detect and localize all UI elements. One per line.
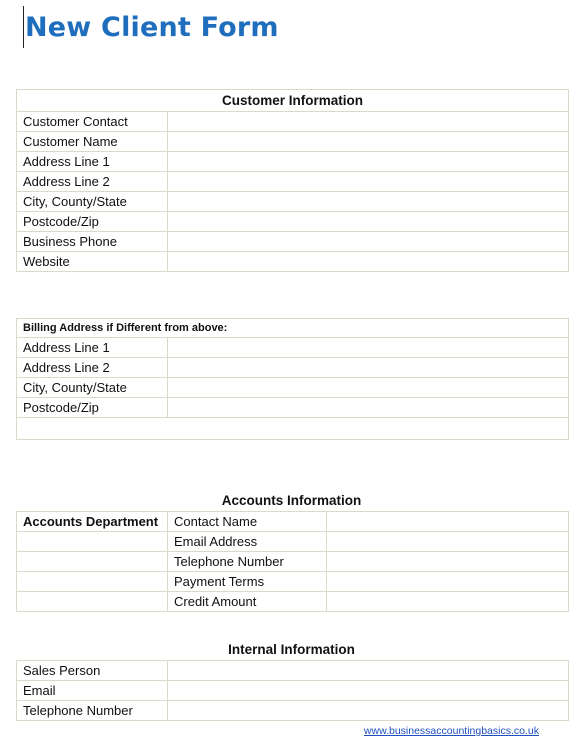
table-row	[17, 572, 569, 592]
accounts-information-table	[16, 511, 569, 612]
address-line-1-input[interactable]	[168, 152, 569, 172]
table-row	[17, 398, 569, 418]
field-label: Website	[17, 252, 168, 272]
table-row	[17, 592, 569, 612]
table-row	[17, 232, 569, 252]
table-row	[17, 418, 569, 440]
contact-name-input[interactable]	[327, 512, 569, 532]
billing-address-table	[16, 318, 569, 440]
table-row	[17, 132, 569, 152]
customer-contact-input[interactable]	[168, 112, 569, 132]
website-input[interactable]	[168, 252, 569, 272]
billing-address-line-2-input[interactable]	[168, 358, 569, 378]
table-row	[17, 378, 569, 398]
customer-information-table	[16, 89, 569, 272]
field-label: Credit Amount	[168, 592, 327, 612]
accounts-department-label: Accounts Department	[17, 512, 168, 532]
city-county-state-input[interactable]	[168, 192, 569, 212]
field-label: Sales Person	[17, 661, 168, 681]
table-row	[17, 112, 569, 132]
billing-extra-input[interactable]	[17, 418, 569, 440]
billing-city-county-state-input[interactable]	[168, 378, 569, 398]
table-row	[17, 701, 569, 721]
table-row	[17, 212, 569, 232]
postcode-zip-input[interactable]	[168, 212, 569, 232]
website-link[interactable]: www.businessaccountingbasics.co.uk	[363, 725, 539, 737]
accounts-information-header: Accounts Information	[221, 493, 362, 508]
billing-address-line-1-input[interactable]	[168, 338, 569, 358]
table-row	[17, 512, 569, 532]
table-row	[17, 152, 569, 172]
table-header-row	[17, 90, 569, 112]
table-row	[17, 681, 569, 701]
customer-information-header: Customer Information	[17, 90, 569, 112]
table-row	[17, 192, 569, 212]
field-label: Telephone Number	[17, 701, 168, 721]
field-label: Postcode/Zip	[17, 212, 168, 232]
field-label: Customer Name	[17, 132, 168, 152]
text-cursor	[23, 6, 24, 48]
sales-person-input[interactable]	[168, 661, 569, 681]
field-label: Contact Name	[168, 512, 327, 532]
address-line-2-input[interactable]	[168, 172, 569, 192]
internal-telephone-number-input[interactable]	[168, 701, 569, 721]
empty-cell	[17, 572, 168, 592]
table-row	[17, 552, 569, 572]
field-label: Email	[17, 681, 168, 701]
table-row	[17, 532, 569, 552]
internal-email-input[interactable]	[168, 681, 569, 701]
internal-information-header: Internal Information	[228, 642, 355, 657]
field-label: Business Phone	[17, 232, 168, 252]
business-phone-input[interactable]	[168, 232, 569, 252]
credit-amount-input[interactable]	[327, 592, 569, 612]
field-label: City, County/State	[17, 192, 168, 212]
internal-information-table	[16, 660, 569, 721]
field-label: City, County/State	[17, 378, 168, 398]
field-label: Payment Terms	[168, 572, 327, 592]
billing-postcode-zip-input[interactable]	[168, 398, 569, 418]
field-label: Postcode/Zip	[17, 398, 168, 418]
field-label: Address Line 2	[17, 172, 168, 192]
field-label: Address Line 1	[17, 152, 168, 172]
customer-name-input[interactable]	[168, 132, 569, 152]
billing-address-header: Billing Address if Different from above:	[17, 319, 569, 338]
table-row	[17, 252, 569, 272]
field-label: Telephone Number	[168, 552, 327, 572]
empty-cell	[17, 532, 168, 552]
field-label: Customer Contact	[17, 112, 168, 132]
field-label: Address Line 1	[17, 338, 168, 358]
table-header-row	[17, 319, 569, 338]
empty-cell	[17, 592, 168, 612]
table-row	[17, 358, 569, 378]
table-row	[17, 661, 569, 681]
field-label: Email Address	[168, 532, 327, 552]
page-title: New Client Form	[25, 12, 279, 43]
table-row	[17, 172, 569, 192]
telephone-number-input[interactable]	[327, 552, 569, 572]
email-address-input[interactable]	[327, 532, 569, 552]
field-label: Address Line 2	[17, 358, 168, 378]
table-row	[17, 338, 569, 358]
empty-cell	[17, 552, 168, 572]
payment-terms-input[interactable]	[327, 572, 569, 592]
